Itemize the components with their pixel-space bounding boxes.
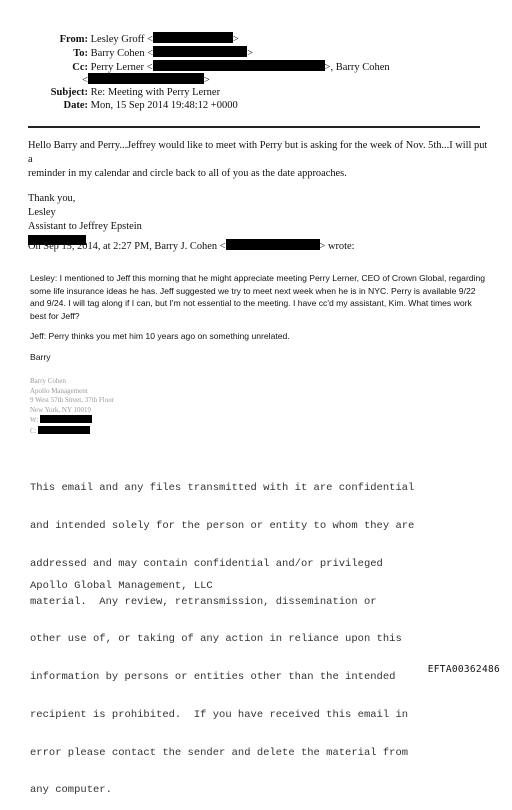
reply-thanks: Thank you, — [28, 192, 76, 204]
jeff-note: Jeff: Perry thinks you met him 10 years ago on something unrelated. — [30, 331, 290, 341]
subject-label: Subject: — [50, 87, 88, 98]
from-close: > — [232, 34, 239, 45]
signature-city: New York, NY 10019 — [30, 405, 91, 414]
disclaimer — [30, 457, 414, 810]
signature-block — [30, 377, 114, 437]
reply-line: reminder in my calendar and circle back to all of you as the date approaches. — [28, 168, 347, 180]
cc2-row — [82, 73, 210, 86]
disclaimer-line: any computer. — [30, 784, 112, 797]
date-value: Mon, 15 Sep 2014 19:48:12 +0000 — [90, 100, 238, 111]
quote-header — [28, 239, 355, 252]
work-label: W: — [30, 416, 39, 425]
quote-suffix: > wrote: — [319, 241, 355, 252]
subject-row — [30, 87, 220, 98]
cc-label: Cc: — [72, 62, 88, 73]
cell-label: C: — [30, 426, 37, 435]
original-message — [30, 272, 490, 322]
disclaimer-line: and intended solely for the person or entity to whom they are — [30, 519, 415, 532]
signature-street: 9 West 57th Street, 37th Floor — [30, 396, 115, 405]
original-line: some life insurance ideas he has. Jeff suggested we try to meet next week when he is in NYC. Perry is available 9/22 — [30, 285, 476, 296]
date-label: Date: — [63, 100, 88, 111]
redaction-box — [88, 73, 204, 84]
disclaimer-company: Apollo Global Management, LLC — [30, 580, 213, 592]
quote-prefix: On Sep 15, 2014, at 2:27 PM, Barry J. Cohen < — [28, 241, 226, 252]
disclaimer-line: addressed and may contain confidential and/or privileged — [30, 557, 383, 570]
redaction-box — [40, 415, 92, 423]
redaction-box — [153, 60, 325, 71]
signature-cell-row — [30, 426, 114, 437]
from-value: Lesley Groff < — [90, 34, 153, 45]
to-label: To: — [73, 48, 88, 59]
redaction-box — [153, 32, 233, 43]
original-line: best for Jeff? — [30, 310, 80, 321]
subject-value: Re: Meeting with Perry Lerner — [90, 87, 221, 98]
to-row — [42, 46, 253, 59]
header-divider — [28, 126, 480, 128]
signature-company: Apollo Management — [30, 386, 88, 395]
cc-tail: >, Barry Cohen — [324, 62, 390, 73]
document-id: EFTA00362486 — [427, 664, 500, 675]
disclaimer-line: error please contact the sender and delete the material from — [30, 746, 409, 759]
original-sign: Barry — [30, 352, 51, 362]
redaction-box — [38, 426, 90, 434]
redaction-box — [226, 239, 320, 250]
signature-work-row — [30, 415, 114, 426]
original-line: and 9/24. I will tag along if I can, but I'm not essential to the meeting. I have cc'd my assistant, Kim. What times work — [30, 298, 472, 309]
cc-row — [42, 60, 390, 73]
disclaimer-line: recipient is prohibited. If you have received this email in — [30, 708, 409, 721]
original-line: Lesley: I mentioned to Jeff this morning that he might appreciate meeting Perry Lerner, CEO of Crown Global, regarding — [30, 273, 486, 283]
reply-name: Lesley — [28, 206, 56, 218]
cc2-close: > — [203, 75, 210, 86]
disclaimer-line: information by persons or entities other than the intended — [30, 671, 396, 684]
signature-name: Barry Cohen — [30, 377, 66, 385]
to-close: > — [247, 48, 254, 59]
disclaimer-line: material. Any review, retransmission, dissemination or — [30, 595, 377, 608]
reply-role: Assistant to Jeffrey Epstein — [28, 221, 142, 233]
from-row — [42, 32, 239, 45]
to-value: Barry Cohen < — [90, 48, 154, 59]
cc2-open: < — [82, 75, 88, 86]
reply-body — [28, 139, 488, 249]
from-label: From: — [59, 34, 88, 45]
disclaimer-line: other use of, or taking of any action in reliance upon this — [30, 633, 402, 646]
reply-line: Hello Barry and Perry...Jeffrey would like to meet with Perry but is asking for the week of Nov. 5th...I will put a — [28, 140, 488, 166]
disclaimer-line: This email and any files transmitted with it are confidential — [30, 482, 415, 495]
cc-value: Perry Lerner < — [90, 62, 153, 73]
redaction-box — [153, 46, 247, 57]
date-row — [30, 100, 238, 111]
